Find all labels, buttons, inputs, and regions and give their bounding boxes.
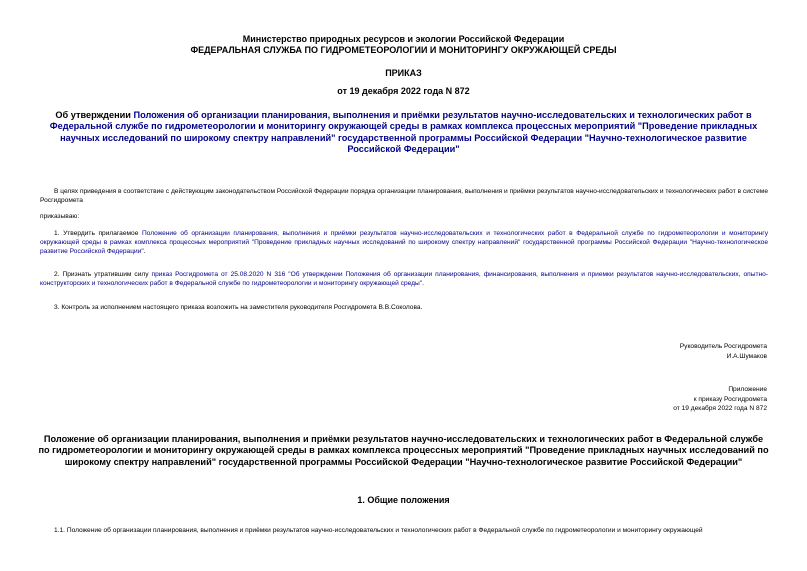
section-1-title: 1. Общие положения [357, 495, 450, 505]
item1-prefix: 1. Утвердить прилагаемое [54, 230, 142, 237]
appendix-ref-line-3: от 19 декабря 2022 года N 872 [673, 405, 767, 412]
appendix-title: Положение об организации планирования, выполнения и приёмки результатов научно-исследовательских и технологических работ в Федеральной службе по гидрометеорологии и мониторингу окружающей среды в рамках комплекса процессных мероприятий "Проведение прикладных научных исследований по широкому спектру направлений" государственной программы Российской Федерации "Научно-технологическое развитие Российской Федерации" [38, 434, 769, 467]
doc-type: ПРИКАЗ [385, 68, 422, 78]
subject-link[interactable]: Положения об организации планирования, выполнения и приёмки результатов научно-исследовательских и технологических работ в Федеральной службе по гидрометеорологии и мониторингу окружающей среды в рамках комплекса процессных мероприятий "Проведение прикладных научных исследований по широкому спектру направлений" государственной программы Российской Федерации "Научно-технологическое развитие Российской Федерации" [49, 110, 758, 155]
doc-date: от 19 декабря 2022 года N 872 [337, 86, 470, 96]
item1-suffix: . [143, 248, 146, 255]
order-item-1 [40, 229, 768, 256]
signature-position: Руководитель Росгидромета [679, 343, 767, 350]
subject-prefix: Об утверждении [55, 110, 134, 120]
signature-block [680, 342, 767, 361]
order-item-3: 3. Контроль за исполнением настоящего приказа возложить на заместителя руководителя Росгидромета В.В.Соколова. [54, 304, 423, 311]
appendix-reference [673, 385, 767, 414]
order-word: приказываю: [40, 213, 80, 220]
order-item-2 [40, 270, 768, 288]
service-name: ФЕДЕРАЛЬНАЯ СЛУЖБА ПО ГИДРОМЕТЕОРОЛОГИИ И МОНИТОРИНГУ ОКРУЖАЮЩЕЙ СРЕДЫ [190, 45, 617, 55]
paragraph-1-1: 1.1. Положение об организации планирования, выполнения и приёмки результатов научно-исследовательских и технологических работ в Федеральной службе по гидрометеорологии и мониторингу окружающей [54, 527, 703, 534]
signature-name: И.А.Шумаков [726, 352, 767, 360]
order-subject [38, 110, 769, 156]
appendix-ref-line-1: Приложение [728, 386, 767, 393]
item2-link[interactable]: приказ Росгидромета от 25.08.2020 N 316 "Об утверждении Положения об организации планирования, финансирования, выполнения и приемки результатов научно-исследовательских, опытно-конструкторских и технологических работ в Федеральной службе по гидрометеорологии и мониторингу окружающей среды" [40, 271, 768, 287]
appendix-ref-line-2: к приказу Росгидромета [693, 395, 767, 403]
item2-suffix: . [422, 280, 424, 287]
preamble: В целях приведения в соответствие с действующим законодательством Российской Федерации порядка организации планирования, выполнения и приёмки результатов научно-исследовательских и технологических работ в системе Росгидромета [40, 188, 768, 204]
item1-link[interactable]: Положение об организации планирования, выполнения и приёмки результатов научно-исследовательских и технологических работ в Федеральной службе по гидрометеорологии и мониторингу окружающей среды в рамках комплекса процессных мероприятий "Проведение прикладных научных исследований по широкому спектру направлений" государственной программы Российской Федерации "Научно-технологическое развитие Российской Федерации" [40, 230, 768, 255]
ministry-name: Министерство природных ресурсов и экологии Российской Федерации [242, 34, 565, 44]
item2-prefix: 2. Признать утратившим силу [54, 271, 152, 278]
